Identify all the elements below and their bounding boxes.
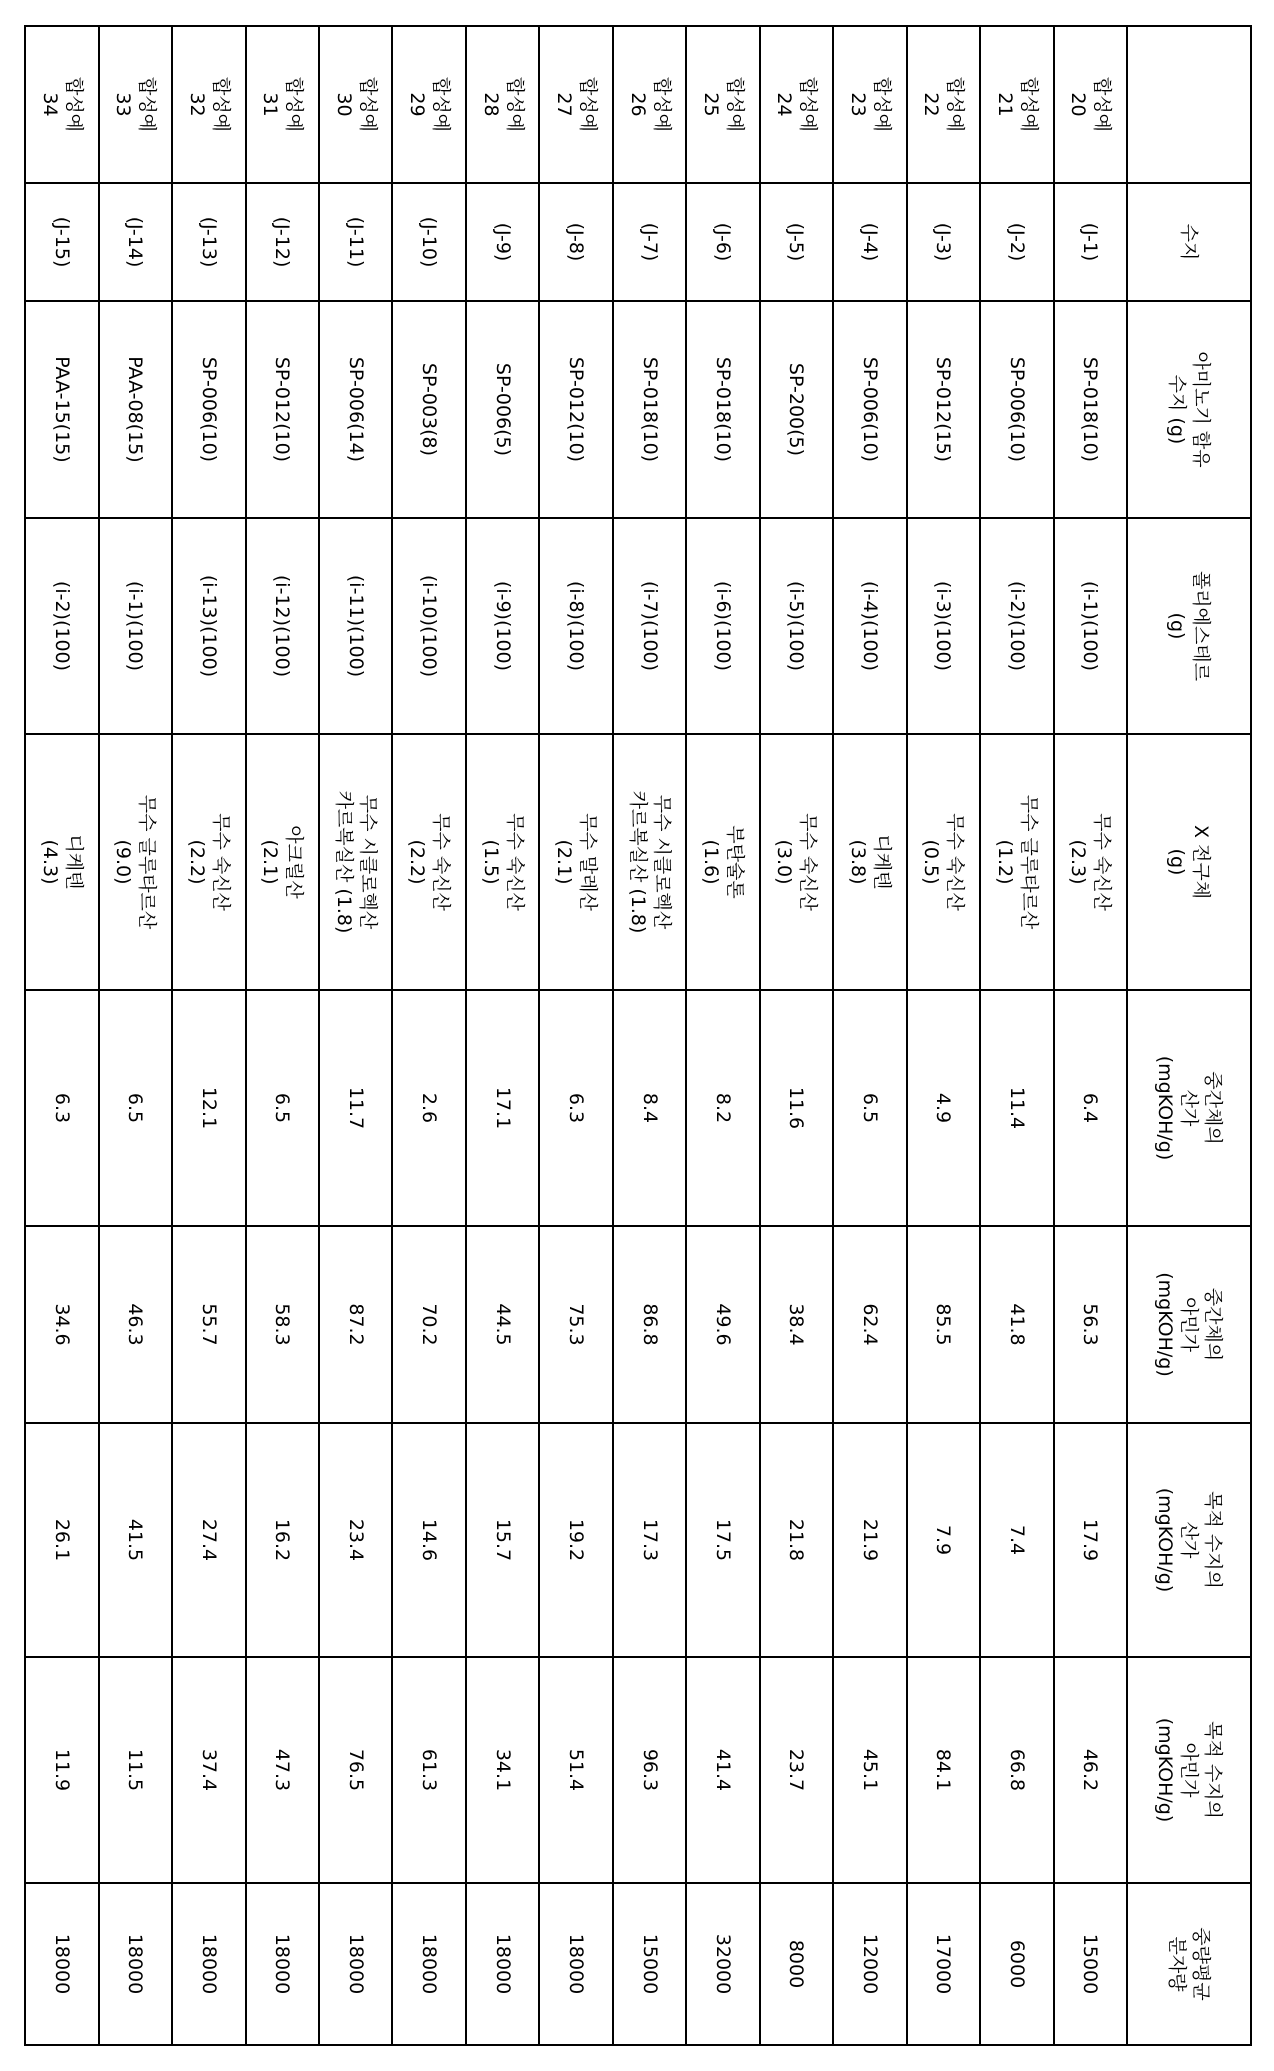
cell-text: 27 [553,92,576,117]
cell-target-amine-value: 11.5 [99,1657,172,1883]
cell-corner [686,26,759,183]
cell-target-amine-value: 61.3 [392,1657,465,1883]
cell-text: 무수 숙신산 [503,813,526,911]
cell-corner [980,26,1053,183]
cell-amino-resin: SP-012(10) [539,301,612,518]
cell-intermediate-acid-value: 6.3 [25,990,99,1226]
header-weight-avg-mw [1127,1883,1251,2045]
cell-target-acid-value: 7.4 [980,1423,1053,1657]
table-row [980,26,1053,2045]
cell-text: 디케텐 [870,834,893,890]
cell-x-precursor [760,734,833,990]
header-text: 수지 [1178,223,1200,261]
cell-x-precursor [1054,734,1127,990]
header-text: (mgKOH/g) [1154,1272,1176,1377]
cell-weight-avg-mw: 18000 [466,1883,539,2045]
cell-weight-avg-mw: 8000 [760,1883,833,2045]
cell-weight-avg-mw: 12000 [833,1883,906,2045]
cell-text: 합성예 [1091,76,1114,133]
header-text: (g) [1166,848,1188,876]
header-text: 아미노기 함유 [1190,351,1212,468]
cell-text: 무수 말레산 [577,813,600,911]
cell-x-precursor [466,734,539,990]
cell-resin: (J-5) [760,183,833,301]
cell-target-amine-value: 84.1 [907,1657,980,1883]
cell-target-acid-value: 27.4 [172,1423,245,1657]
cell-weight-avg-mw: 18000 [25,1883,99,2045]
cell-text: 무수 숙신산 [1091,813,1114,911]
cell-text: 29 [406,92,429,117]
table-row [466,26,539,2045]
cell-text: 무수 글루타르산 [1017,794,1040,930]
cell-weight-avg-mw: 18000 [319,1883,392,2045]
cell-intermediate-amine-value: 38.4 [760,1226,833,1423]
cell-text: 합성예 [62,76,85,133]
header-intermediate-amine-value [1127,1226,1251,1423]
cell-polyester: (i-10)(100) [392,518,465,734]
cell-intermediate-acid-value: 6.5 [833,990,906,1226]
cell-text: 합성예 [724,76,747,133]
cell-target-acid-value: 26.1 [25,1423,99,1657]
cell-text: (1.5) [479,839,502,885]
cell-x-precursor [319,734,392,990]
cell-text: (1.2) [993,839,1016,885]
header-polyester [1127,518,1251,734]
cell-text: (2.2) [406,839,429,885]
table-row [172,26,245,2045]
cell-x-precursor [686,734,759,990]
header-text: 폴리에스테르 [1190,570,1212,682]
cell-polyester: (i-12)(100) [246,518,319,734]
cell-text: 합성예 [430,76,453,133]
cell-target-acid-value: 21.9 [833,1423,906,1657]
cell-x-precursor [833,734,906,990]
cell-target-amine-value: 96.3 [613,1657,686,1883]
cell-amino-resin: SP-018(10) [1054,301,1127,518]
cell-text: 무수 숙신산 [430,813,453,911]
cell-target-amine-value: 51.4 [539,1657,612,1883]
cell-intermediate-amine-value: 58.3 [246,1226,319,1423]
header-text: 아민가 [1178,1296,1200,1353]
table-row [392,26,465,2045]
cell-text: 합성예 [577,76,600,133]
cell-text: 아크릴산 [283,825,306,899]
cell-intermediate-acid-value: 6.5 [99,990,172,1226]
header-text: 분자량 [1166,1936,1188,1992]
cell-x-precursor [907,734,980,990]
cell-text: 합성예 [209,76,232,133]
cell-weight-avg-mw: 32000 [686,1883,759,2045]
cell-text: 25 [700,92,723,117]
cell-intermediate-amine-value: 87.2 [319,1226,392,1423]
cell-target-amine-value: 23.7 [760,1657,833,1883]
cell-target-amine-value: 66.8 [980,1657,1053,1883]
cell-amino-resin: SP-006(10) [172,301,245,518]
cell-intermediate-acid-value: 6.3 [539,990,612,1226]
cell-corner [466,26,539,183]
table-row [686,26,759,2045]
cell-amino-resin: SP-012(15) [907,301,980,518]
header-text: 산가 [1178,1521,1200,1559]
cell-text: 무수 숙신산 [209,813,232,911]
header-target-acid-value [1127,1423,1251,1657]
cell-target-acid-value: 16.2 [246,1423,319,1657]
cell-x-precursor [99,734,172,990]
cell-text: 24 [773,92,796,117]
cell-text: (2.3) [1067,839,1090,885]
cell-corner [319,26,392,183]
cell-intermediate-acid-value: 6.4 [1054,990,1127,1226]
cell-target-acid-value: 41.5 [99,1423,172,1657]
cell-text: 33 [112,92,135,117]
cell-amino-resin: PAA-15(15) [25,301,99,518]
cell-weight-avg-mw: 17000 [907,1883,980,2045]
header-text: 목적 수지의 [1202,1721,1224,1819]
cell-text: 31 [259,92,282,117]
header-text: X 전구체 [1190,824,1212,900]
cell-text: 합성예 [503,76,526,133]
cell-target-acid-value: 15.7 [466,1423,539,1657]
cell-text: 20 [1067,92,1090,117]
cell-intermediate-amine-value: 41.8 [980,1226,1053,1423]
cell-resin: (J-8) [539,183,612,301]
cell-amino-resin: SP-018(10) [613,301,686,518]
header-resin [1127,183,1251,301]
cell-resin: (J-7) [613,183,686,301]
cell-text: 카르복실산 (1.8) [332,790,355,934]
cell-text: 21 [993,92,1016,117]
cell-intermediate-acid-value: 11.7 [319,990,392,1226]
cell-x-precursor [172,734,245,990]
cell-corner [25,26,99,183]
cell-corner [1054,26,1127,183]
header-text: 아민가 [1178,1742,1200,1798]
cell-resin: (J-9) [466,183,539,301]
cell-resin: (J-1) [1054,183,1127,301]
cell-target-amine-value: 41.4 [686,1657,759,1883]
cell-amino-resin: SP-200(5) [760,301,833,518]
cell-x-precursor [539,734,612,990]
header-row [1127,26,1251,2045]
cell-text: (4.3) [38,839,61,885]
cell-text: 무수 시클로헥산 [356,794,379,930]
table-row [319,26,392,2045]
cell-intermediate-amine-value: 46.3 [99,1226,172,1423]
cell-x-precursor [613,734,686,990]
cell-text: 28 [479,92,502,117]
cell-text: 무수 글루타르산 [136,794,159,930]
header-text: (mgKOH/g) [1154,1055,1176,1161]
cell-text: (1.6) [700,839,723,885]
cell-x-precursor [980,734,1053,990]
header-text: 중량평균 [1190,1927,1212,2001]
cell-intermediate-acid-value: 6.5 [246,990,319,1226]
cell-intermediate-amine-value: 34.6 [25,1226,99,1423]
cell-intermediate-amine-value: 70.2 [392,1226,465,1423]
cell-text: 26 [626,92,649,117]
cell-intermediate-acid-value: 17.1 [466,990,539,1226]
cell-corner [99,26,172,183]
cell-intermediate-acid-value: 11.6 [760,990,833,1226]
table-body [25,26,1127,2045]
cell-x-precursor [25,734,99,990]
cell-weight-avg-mw: 15000 [1054,1883,1127,2045]
cell-intermediate-amine-value: 86.8 [613,1226,686,1423]
cell-resin: (J-10) [392,183,465,301]
cell-text: 23 [846,92,869,117]
cell-intermediate-amine-value: 75.3 [539,1226,612,1423]
header-corner [1127,26,1251,183]
header-amino-resin [1127,301,1251,518]
table-row [539,26,612,2045]
cell-resin: (J-3) [907,183,980,301]
cell-polyester: (i-9)(100) [466,518,539,734]
cell-text: 합성예 [136,76,159,133]
cell-corner [392,26,465,183]
cell-corner [907,26,980,183]
cell-target-acid-value: 23.4 [319,1423,392,1657]
cell-intermediate-amine-value: 55.7 [172,1226,245,1423]
cell-text: (3.0) [773,839,796,885]
cell-x-precursor [392,734,465,990]
cell-amino-resin: SP-006(10) [980,301,1053,518]
header-text: 산가 [1178,1089,1200,1127]
cell-text: 무수 숙신산 [944,813,967,911]
cell-target-acid-value: 17.5 [686,1423,759,1657]
cell-text: 합성예 [356,76,379,133]
cell-polyester: (i-5)(100) [760,518,833,734]
cell-amino-resin: SP-006(5) [466,301,539,518]
cell-target-acid-value: 19.2 [539,1423,612,1657]
cell-text: 무수 시클로헥산 [650,794,673,930]
cell-weight-avg-mw: 18000 [392,1883,465,2045]
cell-polyester: (i-1)(100) [1054,518,1127,734]
cell-resin: (J-15) [25,183,99,301]
cell-corner [172,26,245,183]
cell-corner [539,26,612,183]
cell-text: (0.5) [920,839,943,885]
cell-corner [246,26,319,183]
cell-weight-avg-mw: 18000 [539,1883,612,2045]
cell-text: 무수 숙신산 [797,813,820,911]
cell-text: (2.1) [553,839,576,885]
cell-text: (9.0) [112,839,135,885]
cell-target-amine-value: 45.1 [833,1657,906,1883]
header-text: (g) [1166,612,1188,640]
header-intermediate-acid-value [1127,990,1251,1226]
table-row [99,26,172,2045]
cell-target-amine-value: 47.3 [246,1657,319,1883]
cell-text: 34 [38,92,61,117]
cell-polyester: (i-8)(100) [539,518,612,734]
cell-amino-resin: SP-012(10) [246,301,319,518]
cell-polyester: (i-1)(100) [99,518,172,734]
cell-intermediate-amine-value: 62.4 [833,1226,906,1423]
cell-resin: (J-6) [686,183,759,301]
cell-text: 합성예 [797,76,820,133]
cell-text: (2.1) [259,839,282,885]
cell-amino-resin: SP-018(10) [686,301,759,518]
header-text: 목적 수지의 [1202,1491,1224,1589]
cell-text: (2.2) [185,839,208,885]
cell-resin: (J-4) [833,183,906,301]
table-row [833,26,906,2045]
cell-target-amine-value: 76.5 [319,1657,392,1883]
cell-text: 30 [332,92,355,117]
cell-corner [833,26,906,183]
cell-intermediate-amine-value: 56.3 [1054,1226,1127,1423]
cell-corner [760,26,833,183]
cell-target-acid-value: 17.9 [1054,1423,1127,1657]
cell-text: (3.8) [846,839,869,885]
cell-weight-avg-mw: 18000 [246,1883,319,2045]
header-text: 수지 (g) [1166,374,1188,445]
cell-target-amine-value: 34.1 [466,1657,539,1883]
table-row [25,26,99,2045]
header-text: 중간체의 [1202,1071,1224,1145]
cell-intermediate-acid-value: 12.1 [172,990,245,1226]
cell-polyester: (i-13)(100) [172,518,245,734]
cell-text: 합성예 [1017,76,1040,133]
cell-polyester: (i-11)(100) [319,518,392,734]
cell-polyester: (i-2)(100) [980,518,1053,734]
cell-target-acid-value: 7.9 [907,1423,980,1657]
cell-polyester: (i-7)(100) [613,518,686,734]
cell-intermediate-amine-value: 85.5 [907,1226,980,1423]
cell-target-acid-value: 21.8 [760,1423,833,1657]
cell-text: 22 [920,92,943,117]
cell-target-amine-value: 46.2 [1054,1657,1127,1883]
cell-intermediate-amine-value: 49.6 [686,1226,759,1423]
header-text: (mgKOH/g) [1154,1717,1176,1823]
cell-text: 부탄술톤 [724,825,747,899]
cell-intermediate-acid-value: 8.4 [613,990,686,1226]
cell-text: 카르복실산 (1.8) [626,790,649,934]
cell-text: 합성예 [283,76,306,133]
header-target-amine-value [1127,1657,1251,1883]
cell-weight-avg-mw: 15000 [613,1883,686,2045]
cell-intermediate-acid-value: 2.6 [392,990,465,1226]
cell-weight-avg-mw: 6000 [980,1883,1053,2045]
cell-amino-resin: SP-003(8) [392,301,465,518]
cell-polyester: (i-2)(100) [25,518,99,734]
cell-resin: (J-2) [980,183,1053,301]
cell-target-amine-value: 37.4 [172,1657,245,1883]
header-text: (mgKOH/g) [1154,1487,1176,1593]
cell-resin: (J-13) [172,183,245,301]
cell-target-acid-value: 14.6 [392,1423,465,1657]
cell-amino-resin: SP-006(14) [319,301,392,518]
cell-text: 디케텐 [62,834,85,890]
cell-text: 합성예 [650,76,673,133]
cell-corner [613,26,686,183]
cell-text: 합성예 [870,76,893,133]
cell-text: 32 [185,92,208,117]
cell-intermediate-acid-value: 11.4 [980,990,1053,1226]
table-row [246,26,319,2045]
cell-polyester: (i-4)(100) [833,518,906,734]
cell-x-precursor [246,734,319,990]
header-x-precursor [1127,734,1251,990]
cell-target-amine-value: 11.9 [25,1657,99,1883]
cell-weight-avg-mw: 18000 [99,1883,172,2045]
cell-resin: (J-14) [99,183,172,301]
cell-intermediate-acid-value: 8.2 [686,990,759,1226]
cell-amino-resin: PAA-08(15) [99,301,172,518]
table-row [1054,26,1127,2045]
cell-intermediate-acid-value: 4.9 [907,990,980,1226]
cell-resin: (J-12) [246,183,319,301]
table-row [907,26,980,2045]
cell-text: 합성예 [944,76,967,133]
cell-target-acid-value: 17.3 [613,1423,686,1657]
cell-polyester: (i-3)(100) [907,518,980,734]
synthesis-table [24,25,1252,2046]
table-row [613,26,686,2045]
cell-amino-resin: SP-006(10) [833,301,906,518]
cell-resin: (J-11) [319,183,392,301]
rotated-table-container [24,25,1252,2044]
table-row [760,26,833,2045]
cell-weight-avg-mw: 18000 [172,1883,245,2045]
cell-intermediate-amine-value: 44.5 [466,1226,539,1423]
cell-polyester: (i-6)(100) [686,518,759,734]
header-text: 중간체의 [1202,1287,1224,1362]
